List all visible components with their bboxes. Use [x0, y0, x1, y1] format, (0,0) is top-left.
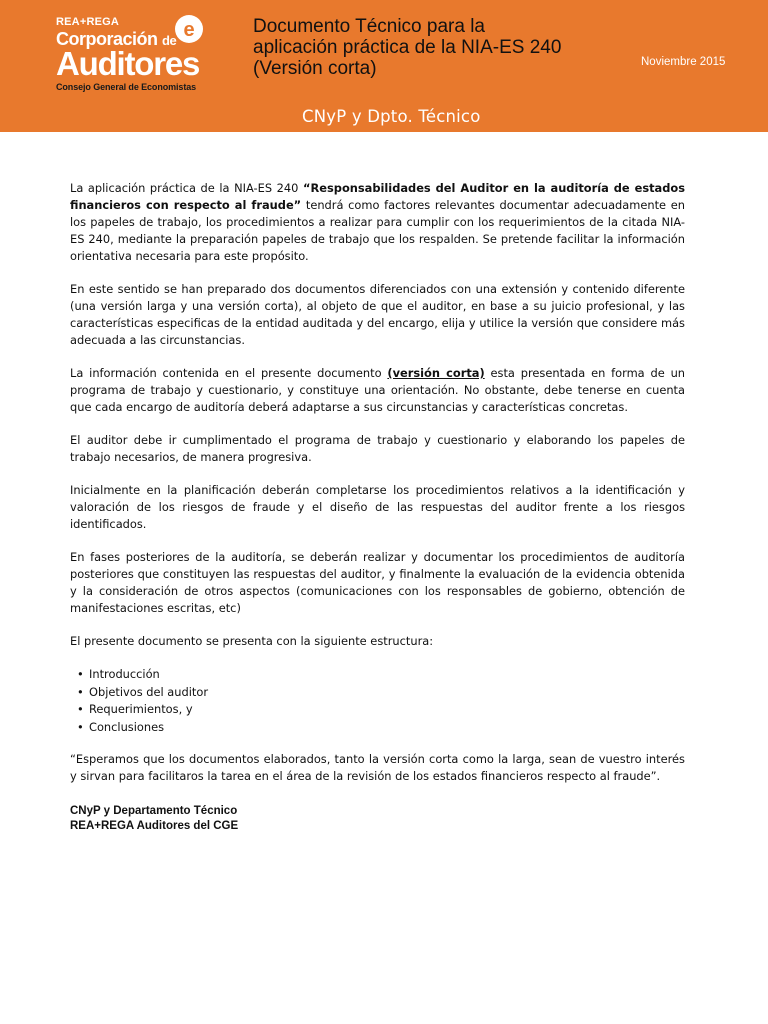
organization-logo [56, 14, 216, 96]
title-line-3: (Versión corta) [253, 58, 377, 79]
logo-line1-de: de [162, 33, 177, 48]
e-badge-icon [174, 14, 204, 44]
logo-line3: Consejo General de Economistas [56, 82, 197, 92]
list-item: • Requerimientos, y [70, 701, 685, 719]
header-subtitle: CNyP y Dpto. Técnico [302, 107, 481, 126]
title-line-1: Documento Técnico para la [253, 16, 485, 37]
paragraph-8: “Esperamos que los documentos elaborados, tanto la versión corta como la larga, sean de vuestro interés y sirvan para facilitaros la tarea en el área de la revisión de los estados financieros respecto al fraude”. [70, 752, 685, 783]
logo-line2: Auditores [56, 45, 200, 82]
p3-text-c: esta presentada en forma de un programa de trabajo y cuestionario, y constituye una orientación. No obstante, debe tenerse en cuenta que cada encargo de auditoría deberá adaptarse a sus circunstancias y características concretas. [70, 366, 686, 414]
document-date: Noviembre 2015 [641, 56, 726, 68]
p3-version-label: (versión corta) [387, 366, 485, 380]
p3-text-a: La información contenida en el presente documento [70, 366, 388, 380]
p1-standard-title: “Responsabilidades del Auditor en la auditoría de estados financieros con respecto al fraude” [70, 181, 685, 212]
logo-top-text: REA+REGA [56, 16, 120, 28]
list-item: • Objetivos del auditor [70, 684, 685, 702]
paragraph-5: Inicialmente en la planificación deberán completarse los procedimientos relativos a la identificación y valoración de los riesgos de fraude y el diseño de las respuestas del auditor frente a los riesgos identificados. [70, 483, 685, 531]
signature-line-1: CNyP y Departamento Técnico [70, 805, 238, 817]
p1-text-a: La aplicación práctica de la NIA-ES 240 [70, 181, 304, 195]
header-banner [0, 0, 768, 132]
paragraph-6: En fases posteriores de la auditoría, se deberán realizar y documentar los procedimientos de auditoría posteriores que constituyen las respuestas del auditor, y finalmente la evaluación de la evidencia obtenida y la consideración de otros aspectos (comunicaciones con los responsables de gobierno, obtención de manifestaciones escritas, etc) [70, 550, 685, 615]
document-body [70, 180, 685, 801]
paragraph-1 [70, 180, 685, 265]
paragraph-3 [70, 365, 685, 416]
logo-line1-text: Corporación [56, 29, 158, 49]
paragraph-7: El presente documento se presenta con la siguiente estructura: [70, 634, 434, 648]
paragraph-4: El auditor debe ir cumplimentado el programa de trabajo y cuestionario y elaborando los papeles de trabajo necesarios, de manera progresiva. [70, 433, 685, 464]
list-item: • Introducción [70, 666, 685, 684]
structure-list [70, 666, 685, 736]
title-line-2: aplicación práctica de la NIA-ES 240 [253, 37, 562, 58]
svg-text:e: e [183, 19, 195, 41]
signature-line-2: REA+REGA Auditores del CGE [70, 820, 239, 832]
signature-block [70, 804, 238, 834]
paragraph-2: En este sentido se han preparado dos documentos diferenciados con una extensión y contenido diferente (una versión larga y una versión corta), al objeto de que el auditor, en base a su juicio profesional, y las características especificas de la entidad auditada y del encargo, elija y utilice la versión que considere más adecuada a las circunstancias. [70, 282, 685, 347]
list-item: • Conclusiones [70, 719, 685, 737]
p1-text-c: tendrá como factores relevantes documentar adecuadamente en los papeles de trabajo, los procedimientos a realizar para cumplir con los requerimientos de la citada NIA-ES 240, mediante la preparación papeles de trabajo que los respalden. Se pretende facilitar la información orientativa necesaria para este propósito. [70, 198, 685, 263]
document-title [253, 16, 613, 79]
